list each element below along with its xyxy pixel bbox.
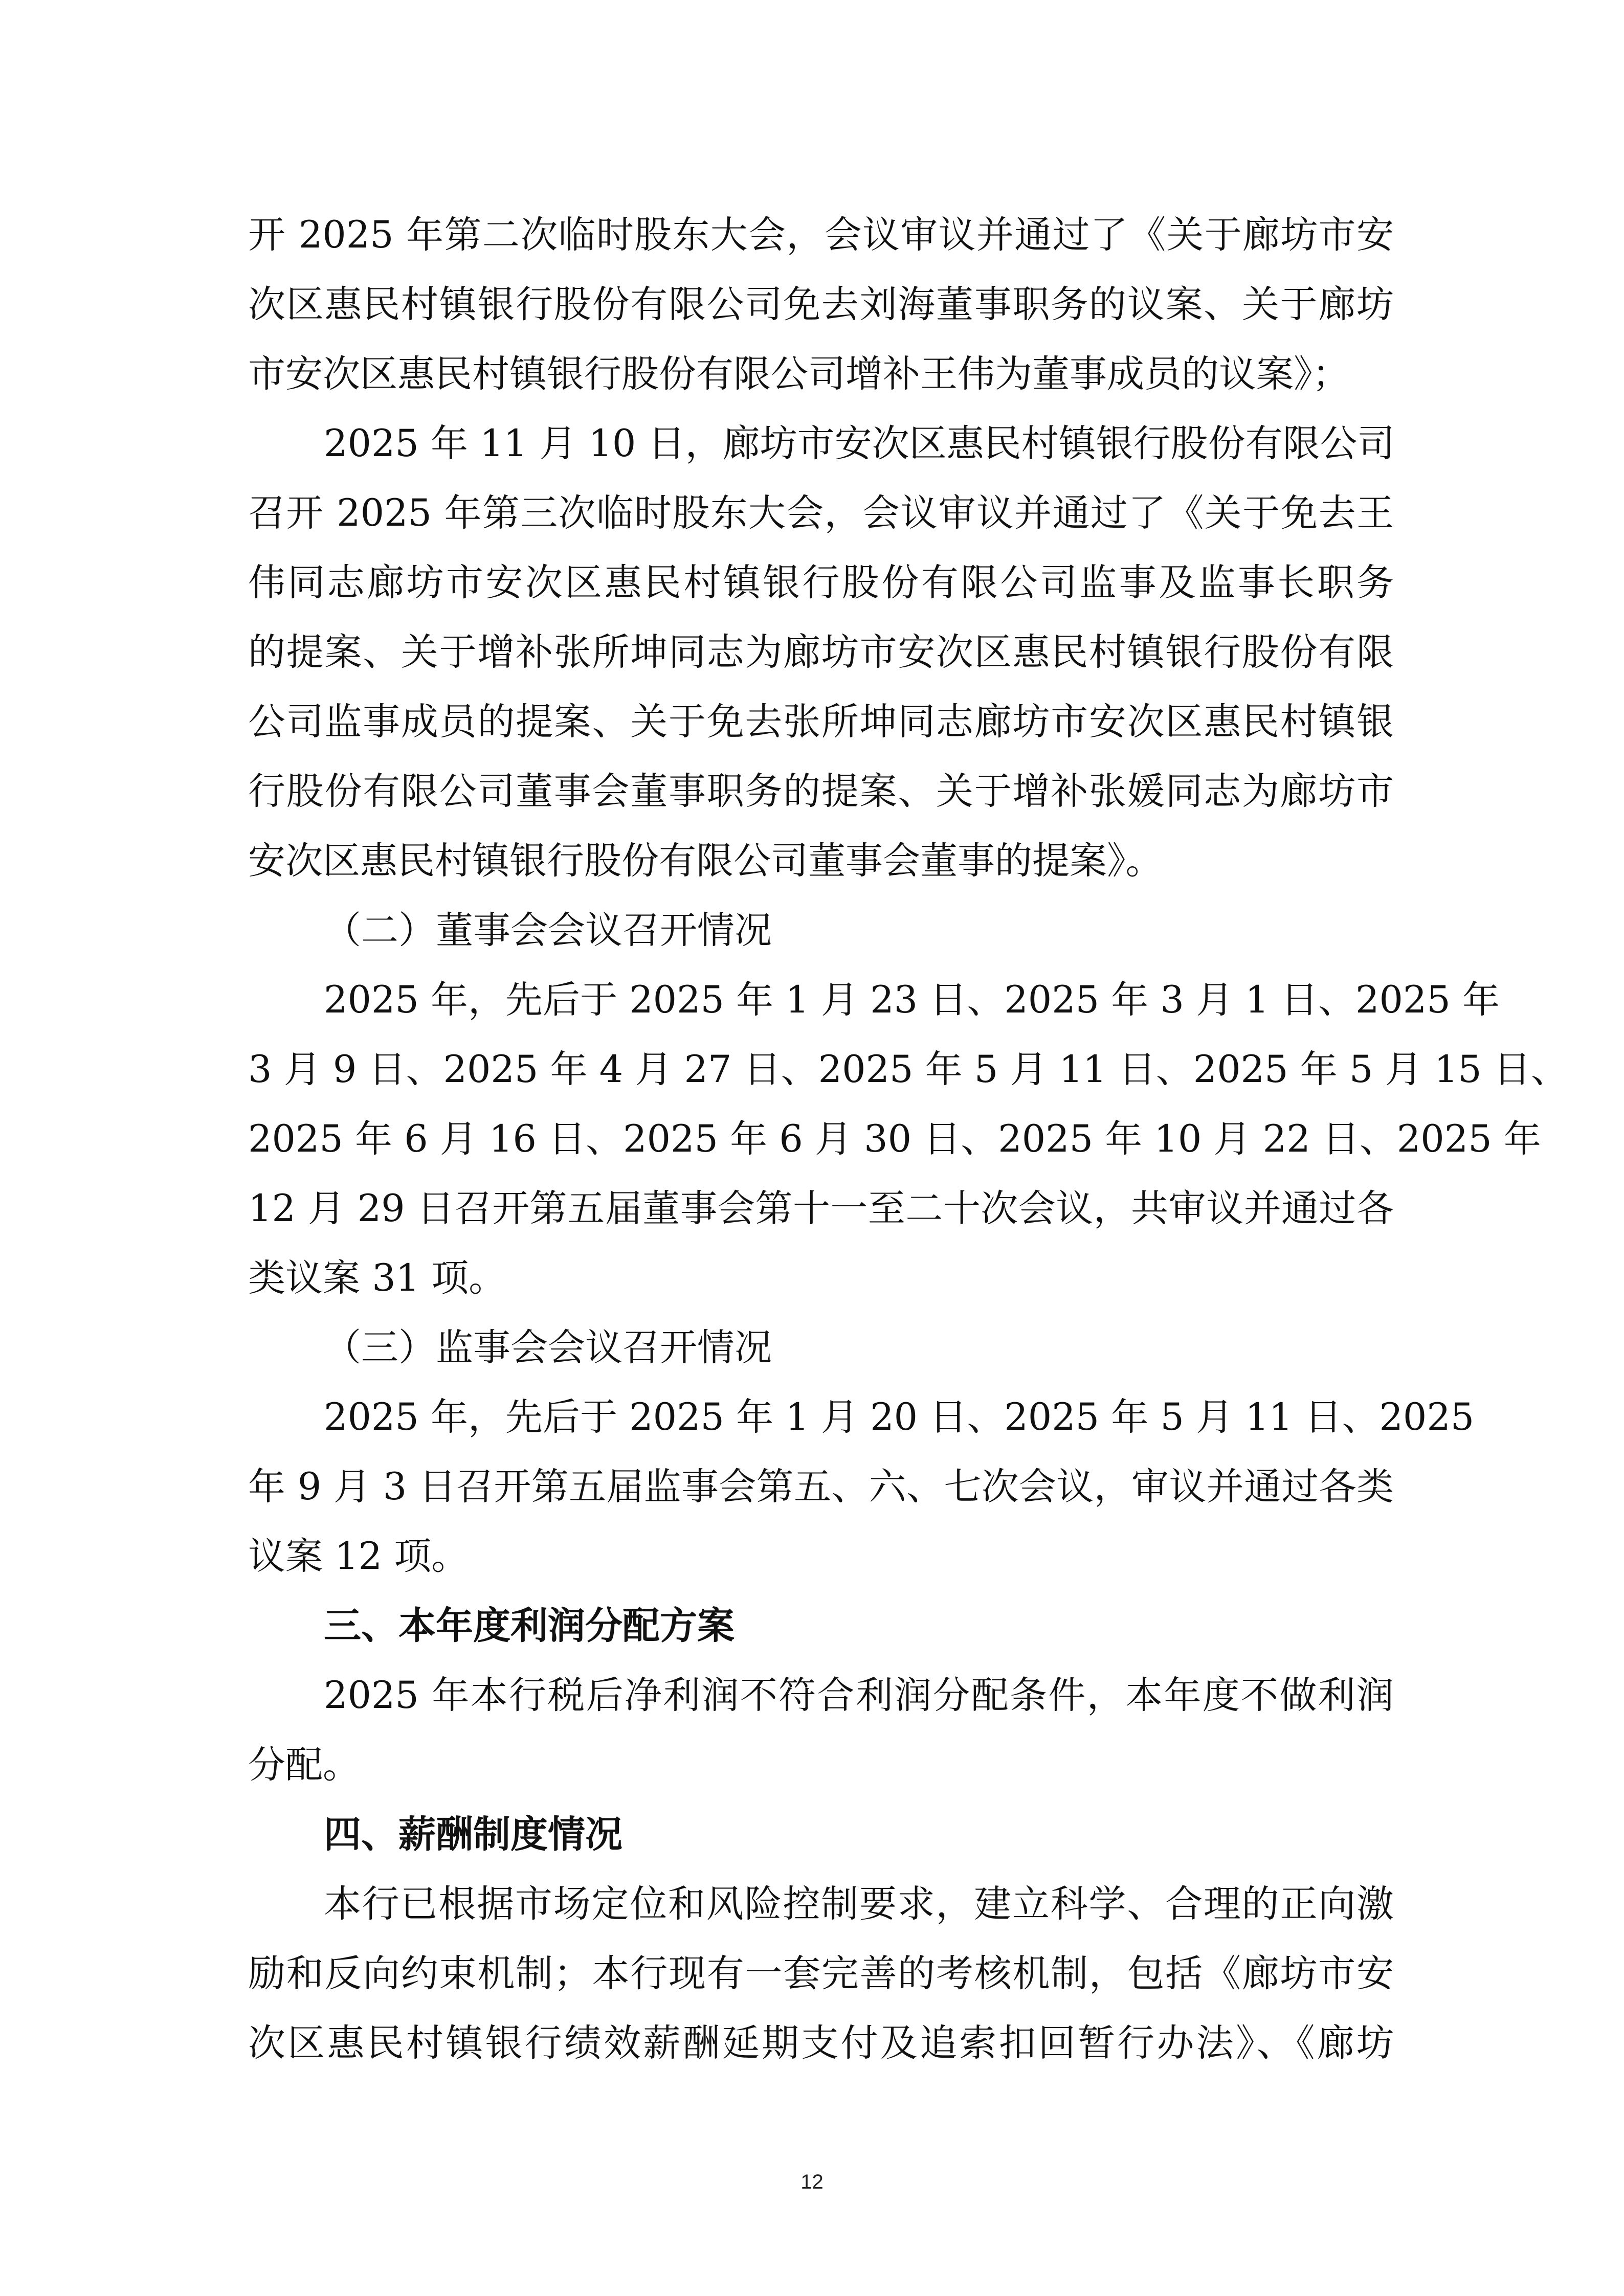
text-line: 安次区惠民村镇银行股份有限公司董事会董事的提案》。 xyxy=(248,839,1163,883)
section-heading: 三、本年度利润分配方案 xyxy=(324,1604,735,1648)
text-line: 市安次区惠民村镇银行股份有限公司增补王伟为董事成员的议案》； xyxy=(248,352,1350,396)
text-line: 励和反向约束机制；本行现有一套完善的考核机制，包括《廊坊市安 xyxy=(248,1952,1394,1995)
text-line: 3 月 9 日、2025 年 4 月 27 日、2025 年 5 月 11 日、2025 年 5 月 15 日、 xyxy=(248,1048,1568,1091)
section-heading: 四、薪酬制度情况 xyxy=(324,1813,622,1856)
text-line: 公司监事成员的提案、关于免去张所坤同志廊坊市安次区惠民村镇银 xyxy=(248,700,1394,744)
text-line: 2025 年，先后于 2025 年 1 月 23 日、2025 年 3 月 1 日、2025 年 xyxy=(324,978,1500,1022)
text-line: 2025 年，先后于 2025 年 1 月 20 日、2025 年 5 月 11 日、2025 xyxy=(324,1395,1475,1439)
text-line: 伟同志廊坊市安次区惠民村镇银行股份有限公司监事及监事长职务 xyxy=(248,561,1394,604)
text-line: 分配。 xyxy=(248,1743,360,1787)
section-subheading: （二）董事会会议召开情况 xyxy=(324,909,772,952)
text-line: 2025 年本行税后净利润不符合利润分配条件，本年度不做利润 xyxy=(324,1674,1394,1717)
text-line: 次区惠民村镇银行股份有限公司免去刘海董事职务的议案、关于廊坊 xyxy=(248,283,1394,326)
text-line: 次区惠民村镇银行绩效薪酬延期支付及追索扣回暂行办法》、《廊坊 xyxy=(248,2021,1394,2065)
text-line: 的提案、关于增补张所坤同志为廊坊市安次区惠民村镇银行股份有限 xyxy=(248,631,1394,674)
text-line: 类议案 31 项。 xyxy=(248,1256,506,1300)
page-number: 12 xyxy=(800,2171,824,2193)
text-line: 2025 年 6 月 16 日、2025 年 6 月 30 日、2025 年 10 月 22 日、2025 年 xyxy=(248,1117,1541,1161)
text-line: 行股份有限公司董事会董事职务的提案、关于增补张媛同志为廊坊市 xyxy=(248,770,1394,813)
section-subheading: （三）监事会会议召开情况 xyxy=(324,1326,772,1369)
document-body xyxy=(248,200,1568,2078)
text-line: 12 月 29 日召开第五届董事会第十一至二十次会议，共审议并通过各 xyxy=(248,1187,1394,1230)
text-line: 召开 2025 年第三次临时股东大会，会议审议并通过了《关于免去王 xyxy=(248,491,1394,535)
text-line: 议案 12 项。 xyxy=(248,1535,469,1578)
text-line: 2025 年 11 月 10 日，廊坊市安次区惠民村镇银行股份有限公司 xyxy=(324,422,1395,465)
text-line: 本行已根据市场定位和风险控制要求，建立科学、合理的正向激 xyxy=(324,1882,1394,1926)
text-line: 开 2025 年第二次临时股东大会，会议审议并通过了《关于廊坊市安 xyxy=(248,213,1394,257)
text-line: 年 9 月 3 日召开第五届监事会第五、六、七次会议，审议并通过各类 xyxy=(248,1465,1394,1509)
